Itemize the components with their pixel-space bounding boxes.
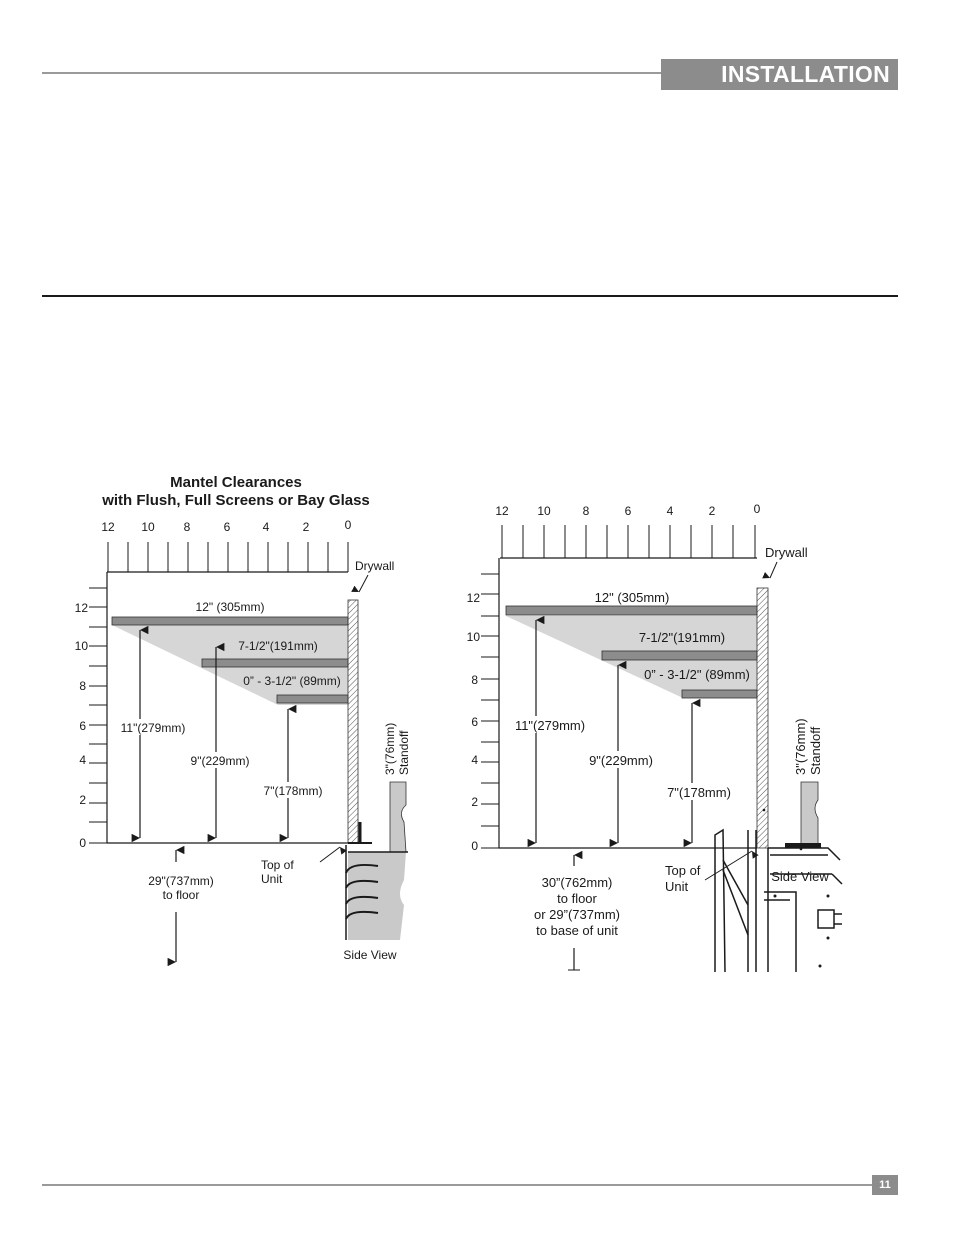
side-tick-8: 8 bbox=[471, 673, 478, 687]
label-height-11in: 11"(279mm) bbox=[120, 721, 186, 735]
label-mantel-0-3-5in: 0” - 3-1/2" (89mm) bbox=[644, 667, 750, 682]
label-height-7in: 7"(178mm) bbox=[263, 784, 323, 798]
label-top-of-unit-line2: Unit bbox=[665, 879, 689, 894]
top-tick-4: 4 bbox=[262, 520, 270, 534]
standoff-block bbox=[390, 782, 406, 852]
mantel-7-5in bbox=[202, 659, 348, 667]
top-tick-6: 6 bbox=[624, 504, 632, 518]
side-tick-0: 0 bbox=[79, 836, 86, 850]
unit-top-plate bbox=[785, 843, 821, 848]
top-tick-4: 4 bbox=[666, 504, 674, 518]
top-tick-12: 12 bbox=[495, 504, 509, 518]
drywall-pointer bbox=[359, 575, 368, 592]
label-mantel-7-5in: 7-1/2"(191mm) bbox=[238, 639, 318, 653]
drywall-pointer bbox=[770, 562, 777, 578]
top-tick-6: 6 bbox=[223, 520, 231, 534]
side-tick-12: 12 bbox=[466, 591, 480, 605]
label-drywall: Drywall bbox=[765, 545, 808, 560]
drywall bbox=[348, 600, 358, 843]
label-floor-line1: 30”(762mm) bbox=[541, 875, 613, 890]
label-floor-line4: to base of unit bbox=[536, 923, 618, 938]
standoff-block bbox=[801, 782, 818, 846]
label-height-11in: 11"(279mm) bbox=[514, 718, 586, 733]
label-side-view: Side View bbox=[343, 948, 397, 962]
top-tick-2: 2 bbox=[708, 504, 716, 518]
side-tick-8: 8 bbox=[79, 679, 86, 693]
label-mantel-12in: 12" (305mm) bbox=[195, 600, 265, 614]
unit-side-view bbox=[715, 830, 842, 972]
side-tick-6: 6 bbox=[471, 715, 478, 729]
side-tick-6: 6 bbox=[79, 719, 86, 733]
side-tick-12: 12 bbox=[74, 601, 88, 615]
figure-left-diagram bbox=[75, 518, 411, 962]
mantel-7-5in bbox=[602, 651, 757, 660]
top-tick-8: 8 bbox=[183, 520, 191, 534]
drywall bbox=[757, 588, 768, 848]
label-floor-line2: to floor bbox=[557, 891, 597, 906]
side-tick-4: 4 bbox=[79, 753, 86, 767]
label-height-7in: 7"(178mm) bbox=[667, 785, 731, 800]
page-number: 11 bbox=[872, 1175, 898, 1195]
top-tick-8: 8 bbox=[582, 504, 590, 518]
label-top-of-unit-line1: Top of bbox=[665, 863, 701, 878]
figure-right-diagram bbox=[467, 502, 842, 972]
side-tick-4: 4 bbox=[471, 753, 478, 767]
mantel-12in bbox=[506, 606, 757, 615]
top-tick-2: 2 bbox=[302, 520, 310, 534]
side-tick-0: 0 bbox=[471, 839, 478, 853]
mantel-0-3-5in bbox=[277, 695, 348, 703]
figure-left-title-line2: with Flush, Full Screens or Bay Glass bbox=[102, 492, 370, 509]
side-tick-10: 10 bbox=[74, 639, 88, 653]
side-tick-2: 2 bbox=[471, 795, 478, 809]
label-floor-line1: 29"(737mm) bbox=[148, 874, 214, 888]
label-height-9in: 9"(229mm) bbox=[589, 753, 653, 768]
label-top-of-unit-line1: Top of bbox=[261, 858, 294, 872]
label-floor-line3: or 29”(737mm) bbox=[534, 907, 620, 922]
top-of-unit-pointer bbox=[320, 847, 340, 862]
label-mantel-7-5in: 7-1/2"(191mm) bbox=[638, 630, 726, 645]
label-top-of-unit-line2: Unit bbox=[261, 872, 283, 886]
top-tick-0: 0 bbox=[344, 518, 352, 532]
label-floor-line2: to floor bbox=[162, 888, 200, 902]
top-tick-10: 10 bbox=[141, 520, 155, 534]
top-tick-0: 0 bbox=[753, 502, 761, 516]
top-of-unit-pointer bbox=[705, 851, 752, 880]
mantel-0-3-5in bbox=[682, 690, 757, 698]
label-standoff-line2: Standoff bbox=[808, 726, 823, 775]
section-title: INSTALLATION bbox=[661, 59, 898, 90]
side-tick-2: 2 bbox=[79, 793, 86, 807]
top-tick-12: 12 bbox=[101, 520, 115, 534]
label-standoff-line2: Standoff bbox=[397, 730, 411, 775]
label-standoff-line1: 3"(76mm) bbox=[793, 718, 808, 775]
label-side-view: Side View bbox=[771, 869, 829, 884]
side-tick-10: 10 bbox=[466, 630, 480, 644]
label-drywall: Drywall bbox=[355, 559, 395, 573]
label-mantel-0-3-5in: 0” - 3-1/2" (89mm) bbox=[243, 674, 341, 688]
label-mantel-12in: 12" (305mm) bbox=[594, 590, 670, 605]
mantel-12in bbox=[112, 617, 348, 625]
label-standoff-line1: 3"(76mm) bbox=[383, 722, 397, 775]
label-height-9in: 9"(229mm) bbox=[190, 754, 250, 768]
figure-left-title-line1: Mantel Clearances bbox=[170, 474, 302, 491]
top-tick-10: 10 bbox=[537, 504, 551, 518]
